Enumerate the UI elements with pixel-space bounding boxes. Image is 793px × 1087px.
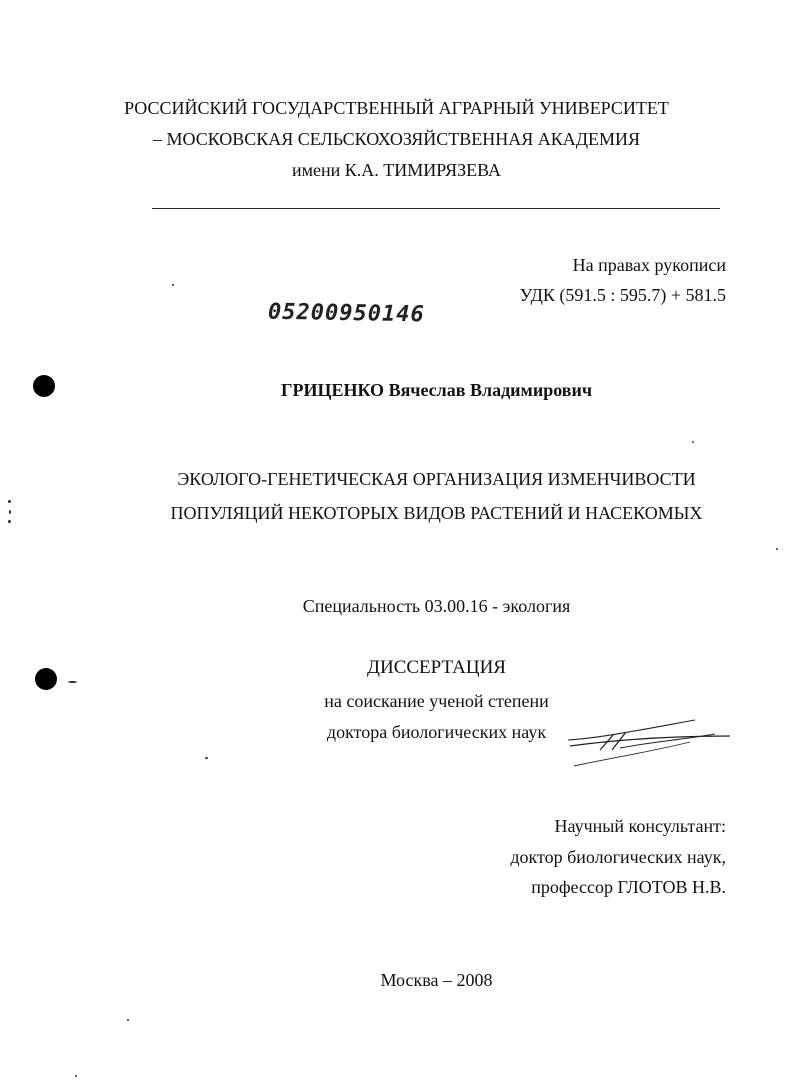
hole-punch-mark — [33, 375, 55, 397]
thesis-title-line-2: ПОПУЛЯЦИЙ НЕКОТОРЫХ ВИДОВ РАСТЕНИЙ И НАСЕКОМЫХ — [170, 503, 703, 523]
signature-icon — [560, 710, 740, 772]
udc-code: УДК (591.5 : 595.7) + 581.5 — [519, 285, 726, 305]
scan-speck — [172, 284, 174, 286]
consultant-name: профессор ГЛОТОВ Н.В. — [531, 877, 726, 897]
consultant-label: Научный консультант: — [554, 816, 726, 836]
scan-speck — [692, 441, 694, 443]
institution-line-1: РОССИЙСКИЙ ГОСУДАРСТВЕННЫЙ АГРАРНЫЙ УНИВЕРСИТЕТ — [124, 98, 669, 118]
scan-speck — [9, 510, 11, 514]
dissertation-heading: ДИССЕРТАЦИЯ — [367, 657, 506, 678]
institution-line-3: имени К.А. ТИМИРЯЗЕВА — [291, 160, 502, 180]
manuscript-note: На правах рукописи — [572, 255, 726, 275]
library-stamp-number: 05200950146 — [267, 299, 425, 328]
scan-speck — [8, 500, 11, 503]
scan-speck — [776, 548, 778, 550]
header-divider — [152, 208, 720, 209]
scan-speck — [8, 520, 11, 523]
author-surname: ГРИЦЕНКО — [281, 380, 385, 400]
scan-speck — [127, 1019, 129, 1021]
hole-punch-mark — [35, 668, 57, 690]
institution-line-2: – МОСКОВСКАЯ СЕЛЬСКОХОЗЯЙСТВЕННАЯ АКАДЕМИЯ — [152, 129, 641, 149]
author-name — [0, 379, 793, 401]
place-year: Москва – 2008 — [380, 970, 493, 990]
degree-purpose-line-2: доктора биологических наук — [326, 722, 547, 742]
specialty: Специальность 03.00.16 - экология — [302, 596, 571, 616]
scan-speck — [205, 757, 208, 759]
thesis-title-line-1: ЭКОЛОГО-ГЕНЕТИЧЕСКАЯ ОРГАНИЗАЦИЯ ИЗМЕНЧИВОСТИ — [177, 469, 696, 489]
scan-speck — [68, 681, 77, 683]
author-given-names: Вячеслав Владимирович — [388, 380, 592, 400]
scan-speck — [75, 1075, 77, 1077]
consultant-degree: доктор биологических наук, — [510, 847, 726, 867]
degree-purpose-line-1: на соискание ученой степени — [324, 691, 549, 711]
